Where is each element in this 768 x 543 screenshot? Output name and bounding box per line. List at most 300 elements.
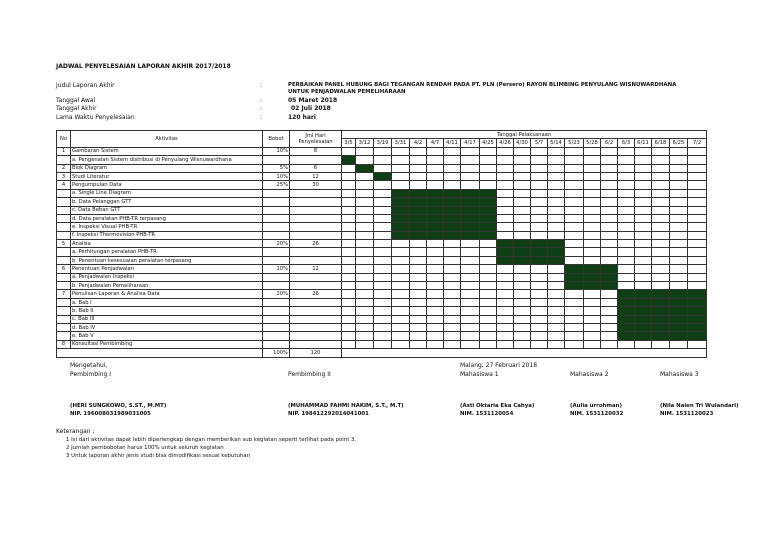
gantt-cell bbox=[342, 248, 356, 256]
gantt-cell bbox=[688, 206, 707, 214]
date-header-cell: 7/2 bbox=[688, 139, 707, 147]
gantt-cell bbox=[601, 181, 618, 189]
sig-name-mahasiswa-1: (Asti Oktaria Eka Cahya) bbox=[460, 403, 535, 409]
gantt-cell bbox=[356, 290, 374, 298]
gantt-bar-cell bbox=[480, 223, 497, 231]
row-no: 2 bbox=[57, 164, 71, 172]
gantt-bar-cell bbox=[688, 298, 707, 306]
gantt-cell bbox=[461, 282, 480, 290]
gantt-cell bbox=[342, 315, 356, 323]
row-weight bbox=[263, 282, 290, 290]
gantt-cell bbox=[635, 198, 652, 206]
gantt-cell bbox=[584, 172, 601, 180]
gantt-cell bbox=[548, 172, 565, 180]
gantt-cell bbox=[392, 265, 410, 273]
gantt-cell bbox=[688, 282, 707, 290]
gantt-cell bbox=[584, 340, 601, 348]
gantt-bar-cell bbox=[480, 189, 497, 197]
gantt-cell bbox=[392, 315, 410, 323]
row-weight: 25% bbox=[263, 181, 290, 189]
gantt-bar-cell bbox=[392, 189, 410, 197]
header-days bbox=[290, 131, 342, 148]
gantt-cell bbox=[531, 223, 548, 231]
gantt-cell bbox=[342, 181, 356, 189]
gantt-cell bbox=[514, 164, 531, 172]
gantt-cell bbox=[601, 298, 618, 306]
date-header-cell: 6/2 bbox=[601, 139, 618, 147]
gantt-cell bbox=[618, 164, 635, 172]
gantt-cell bbox=[531, 307, 548, 315]
table-row bbox=[57, 181, 707, 189]
info-value-start: 05 Maret 2018 bbox=[288, 97, 338, 104]
date-header-cell: 4/7 bbox=[427, 139, 444, 147]
gantt-bar-cell bbox=[444, 198, 461, 206]
gantt-cell bbox=[374, 223, 392, 231]
gantt-cell bbox=[688, 265, 707, 273]
date-header-cell: 3/5 bbox=[342, 139, 356, 147]
gantt-cell bbox=[461, 323, 480, 331]
gantt-cell bbox=[342, 240, 356, 248]
gantt-cell bbox=[497, 164, 514, 172]
gantt-cell bbox=[514, 214, 531, 222]
gantt-cell bbox=[635, 172, 652, 180]
gantt-cell bbox=[392, 147, 410, 155]
gantt-cell bbox=[670, 256, 688, 264]
gantt-cell bbox=[356, 265, 374, 273]
sig-name-mahasiswa-2: (Aulia urrohman) bbox=[570, 403, 622, 409]
gantt-bar-cell bbox=[427, 189, 444, 197]
header-no: No bbox=[57, 131, 71, 148]
gantt-cell bbox=[688, 273, 707, 281]
gantt-bar-cell bbox=[601, 273, 618, 281]
row-activity: Penulisan Laporan & Analisa Data bbox=[71, 290, 263, 298]
gantt-bar-cell bbox=[480, 214, 497, 222]
gantt-cell bbox=[392, 340, 410, 348]
row-no bbox=[57, 198, 71, 206]
gantt-cell bbox=[410, 323, 427, 331]
gantt-cell bbox=[444, 240, 461, 248]
row-activity: Analisa bbox=[71, 240, 263, 248]
gantt-cell bbox=[410, 282, 427, 290]
table-row bbox=[57, 323, 707, 331]
gantt-cell bbox=[601, 172, 618, 180]
gantt-cell bbox=[531, 147, 548, 155]
gantt-cell bbox=[497, 307, 514, 315]
gantt-cell bbox=[342, 164, 356, 172]
table-row bbox=[57, 340, 707, 348]
table-row bbox=[57, 315, 707, 323]
gantt-cell bbox=[410, 332, 427, 340]
gantt-cell bbox=[444, 307, 461, 315]
gantt-cell bbox=[342, 340, 356, 348]
table-row bbox=[57, 206, 707, 214]
gantt-cell bbox=[480, 332, 497, 340]
header-dates-group: Tanggal Pelaksanaan bbox=[342, 131, 707, 139]
row-days: 26 bbox=[290, 240, 342, 248]
gantt-cell bbox=[480, 181, 497, 189]
gantt-cell bbox=[356, 189, 374, 197]
gantt-cell bbox=[410, 298, 427, 306]
gantt-cell bbox=[601, 214, 618, 222]
gantt-cell bbox=[635, 256, 652, 264]
gantt-cell bbox=[514, 265, 531, 273]
gantt-cell bbox=[444, 290, 461, 298]
gantt-cell bbox=[392, 323, 410, 331]
row-days: 12 bbox=[290, 265, 342, 273]
gantt-cell bbox=[601, 315, 618, 323]
gantt-cell bbox=[652, 265, 670, 273]
gantt-cell bbox=[410, 265, 427, 273]
gantt-cell bbox=[652, 156, 670, 164]
gantt-cell bbox=[497, 206, 514, 214]
gantt-cell bbox=[410, 315, 427, 323]
gantt-cell bbox=[618, 181, 635, 189]
row-weight bbox=[263, 298, 290, 306]
row-days bbox=[290, 231, 342, 239]
gantt-cell bbox=[652, 206, 670, 214]
gantt-bar-cell bbox=[392, 198, 410, 206]
gantt-cell bbox=[392, 156, 410, 164]
gantt-cell bbox=[670, 198, 688, 206]
row-activity: d. Bab IV bbox=[71, 323, 263, 331]
total-days: 120 bbox=[290, 349, 342, 357]
gantt-bar-cell bbox=[392, 223, 410, 231]
gantt-bar-cell bbox=[410, 189, 427, 197]
gantt-cell bbox=[635, 282, 652, 290]
gantt-cell bbox=[497, 265, 514, 273]
gantt-cell bbox=[410, 248, 427, 256]
gantt-bar-cell bbox=[688, 315, 707, 323]
gantt-bar-cell bbox=[427, 198, 444, 206]
table-row bbox=[57, 214, 707, 222]
gantt-bar-cell bbox=[480, 198, 497, 206]
gantt-bar-cell bbox=[461, 198, 480, 206]
gantt-cell bbox=[356, 156, 374, 164]
gantt-cell bbox=[497, 181, 514, 189]
gantt-cell bbox=[480, 172, 497, 180]
gantt-cell bbox=[444, 172, 461, 180]
gantt-cell bbox=[688, 256, 707, 264]
gantt-bar-cell bbox=[601, 282, 618, 290]
gantt-cell bbox=[652, 273, 670, 281]
gantt-bar-cell bbox=[618, 323, 635, 331]
gantt-cell bbox=[374, 206, 392, 214]
gantt-cell bbox=[635, 265, 652, 273]
gantt-cell bbox=[652, 214, 670, 222]
gantt-cell bbox=[444, 340, 461, 348]
gantt-cell bbox=[565, 323, 584, 331]
gantt-cell bbox=[497, 298, 514, 306]
gantt-cell bbox=[514, 156, 531, 164]
gantt-cell bbox=[392, 290, 410, 298]
gantt-bar-cell bbox=[652, 307, 670, 315]
table-row bbox=[57, 240, 707, 248]
gantt-cell bbox=[427, 172, 444, 180]
gantt-cell bbox=[342, 214, 356, 222]
gantt-cell bbox=[584, 206, 601, 214]
total-row bbox=[57, 349, 707, 357]
gantt-cell bbox=[497, 156, 514, 164]
gantt-cell bbox=[342, 223, 356, 231]
gantt-cell bbox=[688, 240, 707, 248]
gantt-cell bbox=[356, 315, 374, 323]
gantt-cell bbox=[548, 231, 565, 239]
gantt-bar-cell bbox=[565, 273, 584, 281]
gantt-cell bbox=[356, 206, 374, 214]
date-header-cell: 4/2 bbox=[410, 139, 427, 147]
gantt-cell bbox=[548, 147, 565, 155]
date-header-cell: 4/30 bbox=[514, 139, 531, 147]
gantt-cell bbox=[670, 214, 688, 222]
gantt-cell bbox=[531, 181, 548, 189]
table-row bbox=[57, 256, 707, 264]
gantt-cell bbox=[514, 273, 531, 281]
gantt-cell bbox=[497, 231, 514, 239]
gantt-cell bbox=[427, 332, 444, 340]
gantt-cell bbox=[514, 290, 531, 298]
gantt-bar-cell bbox=[514, 248, 531, 256]
gantt-bar-cell bbox=[584, 273, 601, 281]
gantt-cell bbox=[427, 273, 444, 281]
gantt-cell bbox=[531, 189, 548, 197]
gantt-cell bbox=[565, 290, 584, 298]
gantt-cell bbox=[584, 307, 601, 315]
gantt-cell bbox=[514, 282, 531, 290]
row-activity: Gambaran Sistem bbox=[71, 147, 263, 155]
row-days bbox=[290, 323, 342, 331]
gantt-cell bbox=[652, 189, 670, 197]
gantt-bar-cell bbox=[514, 240, 531, 248]
gantt-cell bbox=[584, 240, 601, 248]
gantt-cell bbox=[688, 231, 707, 239]
gantt-cell bbox=[565, 164, 584, 172]
sig-role-mahasiswa-1: Mahasiswa 1 bbox=[460, 371, 499, 378]
gantt-cell bbox=[635, 273, 652, 281]
gantt-cell bbox=[652, 181, 670, 189]
gantt-cell bbox=[584, 164, 601, 172]
gantt-bar-cell bbox=[461, 231, 480, 239]
gantt-cell bbox=[548, 307, 565, 315]
row-weight: 20% bbox=[263, 290, 290, 298]
gantt-cell bbox=[342, 265, 356, 273]
gantt-bar-cell bbox=[342, 156, 356, 164]
gantt-bar-cell bbox=[635, 290, 652, 298]
gantt-bar-cell bbox=[444, 214, 461, 222]
gantt-cell bbox=[374, 265, 392, 273]
row-activity: e. Bab V bbox=[71, 332, 263, 340]
gantt-cell bbox=[565, 172, 584, 180]
gantt-cell bbox=[670, 240, 688, 248]
row-activity: c. Bab III bbox=[71, 315, 263, 323]
sig-name-pembimbing-2: (MUHAMMAD FAHMI HAKIM, S.T., M.T) bbox=[288, 403, 404, 409]
gantt-cell bbox=[584, 214, 601, 222]
row-no bbox=[57, 248, 71, 256]
row-days bbox=[290, 206, 342, 214]
table-row bbox=[57, 172, 707, 180]
gantt-cell bbox=[480, 323, 497, 331]
gantt-cell bbox=[618, 172, 635, 180]
gantt-cell bbox=[514, 298, 531, 306]
gantt-cell bbox=[670, 156, 688, 164]
gantt-cell bbox=[342, 231, 356, 239]
table-row bbox=[57, 231, 707, 239]
row-no bbox=[57, 282, 71, 290]
gantt-cell bbox=[670, 172, 688, 180]
gantt-cell bbox=[601, 231, 618, 239]
gantt-cell bbox=[670, 164, 688, 172]
row-weight bbox=[263, 273, 290, 281]
row-activity: e. Inspeksi Visual PHB-TR bbox=[71, 223, 263, 231]
gantt-bar-cell bbox=[618, 298, 635, 306]
gantt-cell bbox=[374, 290, 392, 298]
row-days bbox=[290, 156, 342, 164]
row-weight bbox=[263, 340, 290, 348]
gantt-bar-cell bbox=[531, 256, 548, 264]
gantt-cell bbox=[601, 206, 618, 214]
gantt-cell bbox=[531, 198, 548, 206]
row-days bbox=[290, 214, 342, 222]
gantt-cell bbox=[565, 198, 584, 206]
row-activity: a. Pengenalan Sistem distribusi di Penyulang Wisnuwardhana bbox=[71, 156, 263, 164]
gantt-cell bbox=[410, 290, 427, 298]
gantt-cell bbox=[635, 181, 652, 189]
gantt-cell bbox=[410, 181, 427, 189]
gantt-cell bbox=[635, 340, 652, 348]
gantt-cell bbox=[548, 282, 565, 290]
gantt-cell bbox=[635, 189, 652, 197]
gantt-bar-cell bbox=[461, 214, 480, 222]
gantt-cell bbox=[618, 282, 635, 290]
date-header-cell: 4/25 bbox=[480, 139, 497, 147]
gantt-cell bbox=[480, 273, 497, 281]
gantt-cell bbox=[601, 164, 618, 172]
gantt-cell bbox=[565, 231, 584, 239]
table-row bbox=[57, 248, 707, 256]
gantt-cell bbox=[531, 282, 548, 290]
row-weight: 5% bbox=[263, 164, 290, 172]
gantt-cell bbox=[531, 340, 548, 348]
gantt-cell bbox=[584, 298, 601, 306]
row-days bbox=[290, 273, 342, 281]
gantt-bar-cell bbox=[461, 223, 480, 231]
gantt-bar-cell bbox=[497, 256, 514, 264]
row-days bbox=[290, 256, 342, 264]
gantt-bar-cell bbox=[652, 323, 670, 331]
gantt-cell bbox=[548, 189, 565, 197]
gantt-bar-cell bbox=[461, 189, 480, 197]
gantt-cell bbox=[461, 307, 480, 315]
gantt-cell bbox=[618, 273, 635, 281]
gantt-cell bbox=[497, 282, 514, 290]
gantt-cell bbox=[618, 206, 635, 214]
row-weight bbox=[263, 223, 290, 231]
gantt-cell bbox=[635, 231, 652, 239]
gantt-bar-cell bbox=[410, 206, 427, 214]
gantt-bar-cell bbox=[444, 189, 461, 197]
gantt-cell bbox=[427, 323, 444, 331]
row-no bbox=[57, 214, 71, 222]
gantt-cell bbox=[618, 231, 635, 239]
gantt-cell bbox=[618, 156, 635, 164]
gantt-cell bbox=[635, 156, 652, 164]
gantt-bar-cell bbox=[652, 290, 670, 298]
gantt-cell bbox=[356, 223, 374, 231]
gantt-cell bbox=[548, 265, 565, 273]
gantt-cell bbox=[356, 298, 374, 306]
gantt-cell bbox=[374, 323, 392, 331]
info-sep: : bbox=[260, 82, 263, 89]
gantt-cell bbox=[444, 298, 461, 306]
row-weight bbox=[263, 198, 290, 206]
gantt-cell bbox=[342, 332, 356, 340]
date-header-cell: 4/11 bbox=[444, 139, 461, 147]
gantt-bar-cell bbox=[635, 315, 652, 323]
gantt-cell bbox=[356, 198, 374, 206]
gantt-cell bbox=[514, 189, 531, 197]
gantt-cell bbox=[635, 248, 652, 256]
gantt-cell bbox=[444, 323, 461, 331]
gantt-cell bbox=[618, 256, 635, 264]
date-header-cell: 6/3 bbox=[618, 139, 635, 147]
gantt-cell bbox=[601, 198, 618, 206]
row-no: 3 bbox=[57, 172, 71, 180]
gantt-cell bbox=[618, 214, 635, 222]
row-no bbox=[57, 231, 71, 239]
gantt-cell bbox=[635, 206, 652, 214]
gantt-bar-cell bbox=[584, 282, 601, 290]
gantt-bar-cell bbox=[635, 323, 652, 331]
gantt-bar-cell bbox=[618, 332, 635, 340]
gantt-cell bbox=[392, 273, 410, 281]
gantt-bar-cell bbox=[410, 214, 427, 222]
gantt-cell bbox=[497, 214, 514, 222]
gantt-cell bbox=[565, 256, 584, 264]
gantt-cell bbox=[618, 248, 635, 256]
table-row bbox=[57, 273, 707, 281]
gantt-cell bbox=[652, 240, 670, 248]
gantt-cell bbox=[374, 340, 392, 348]
gantt-cell bbox=[601, 240, 618, 248]
row-no bbox=[57, 189, 71, 197]
gantt-cell bbox=[461, 298, 480, 306]
gantt-bar-cell bbox=[601, 265, 618, 273]
gantt-cell bbox=[652, 223, 670, 231]
gantt-cell bbox=[444, 332, 461, 340]
gantt-bar-cell bbox=[670, 290, 688, 298]
gantt-cell bbox=[356, 340, 374, 348]
gantt-cell bbox=[601, 156, 618, 164]
header-days-line2: Penyelesaian bbox=[298, 138, 333, 145]
gantt-cell bbox=[374, 156, 392, 164]
gantt-cell bbox=[356, 231, 374, 239]
gantt-cell bbox=[584, 147, 601, 155]
gantt-cell bbox=[356, 256, 374, 264]
gantt-cell bbox=[410, 307, 427, 315]
row-no bbox=[57, 273, 71, 281]
gantt-cell bbox=[601, 290, 618, 298]
gantt-cell bbox=[670, 231, 688, 239]
info-label-judul: Judul Laporan Akhir bbox=[56, 82, 115, 89]
row-days: 12 bbox=[290, 172, 342, 180]
gantt-cell bbox=[392, 256, 410, 264]
info-label-duration: Lama Waktu Penyelesaian bbox=[56, 114, 135, 121]
gantt-cell bbox=[410, 273, 427, 281]
gantt-cell bbox=[565, 332, 584, 340]
schedule-body bbox=[57, 147, 707, 357]
row-weight bbox=[263, 189, 290, 197]
gantt-cell bbox=[652, 282, 670, 290]
gantt-cell bbox=[461, 290, 480, 298]
